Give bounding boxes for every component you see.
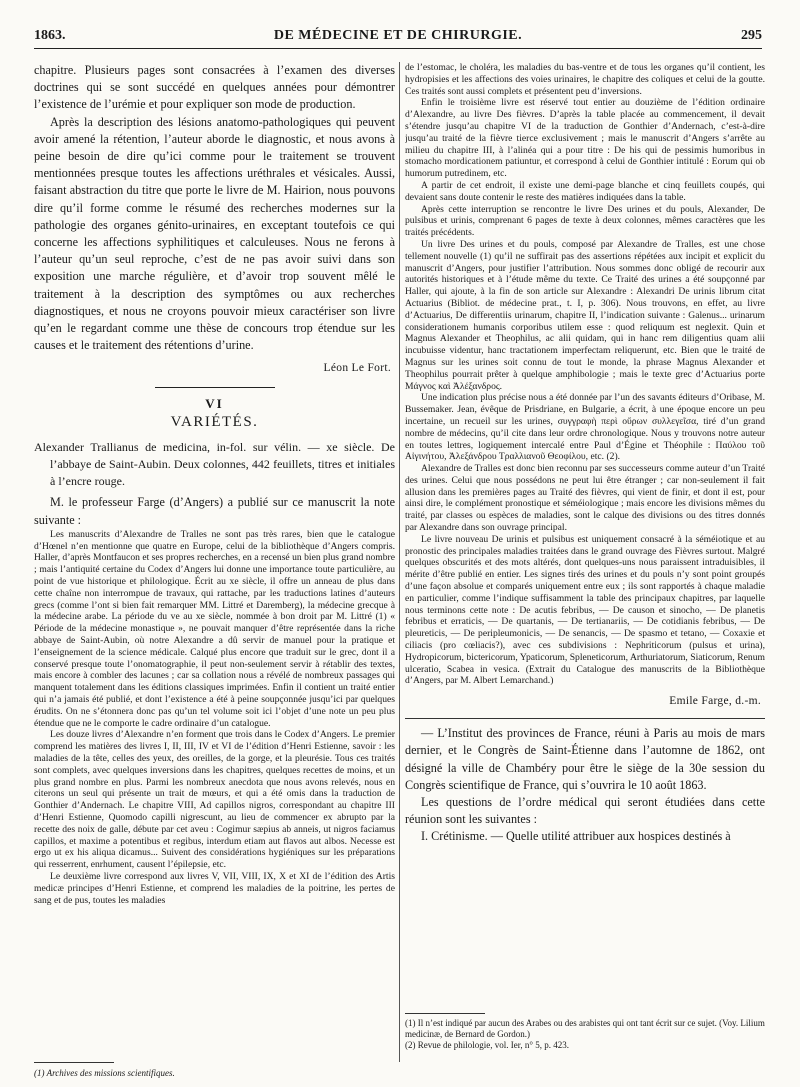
paragraph: Après cette interruption se rencontre le livre Des urines et du pouls, Alexander, De pulsibus et urinis, comprenant 6 pages de texte à deux colonnes, mêmes caractères que les traités précédents. [405,203,765,239]
catalog-entry: Alexander Trallianus de medicina, in-fol. sur vélin. — xe siècle. De l’abbaye de Saint-Aubin. Deux colonnes, 442 feuillets, titres et initiales à l’encre rouge. [34,440,395,489]
paragraph: I. Crétinisme. — Quelle utilité attribuer aux hospices destinés à [421,829,731,844]
footnotes-right [405,1018,765,1051]
paragraph: Une indication plus précise nous a été donnée par l’un des savants éditeurs d’Oribase, M. Bussemaker. Jean, évêque de Prisdriane, en Bulgarie, a écrit, à une époque encore un peu incertaine, un recueil sur les urines, συγγραφὴ περὶ οὔρων συλλεγεῖσα, tiré d’un grand nombre de médecins, qu’il cite dans leur ordre chronologique. Nous y trouvons notre auteur en toutes lettres, logiquement intercalé entre Paul d’Égine et Théophile : Παύλου τοῦ Αἰγινήτου, Ἀλεξάνδρου Τραλλιανοῦ Θεοφίλου, etc. (2). [405,392,765,463]
paragraph: Enfin le troisième livre est réservé tout entier au douzième de l’édition ordinaire d’Alexandre, au livre Des fièvres. D’après la table placée au commencement, il devait s’étendre jusqu’au chapitre VI de la traduction de Gonthier d’Andernach, c’est-à-dire jusqu’au traité de la fièvre tierce exclusivement ; mais le manuscrit d’Angers s’arrête au milieu du chapitre III, à l’alinéa qui a pour titre : De his qui de pessimis humoribus in stomacho mordicationem patiuntur, et correspond à celui de Gonthier intitulé : Eorum qui ob humorum putredinem, etc. [405,97,765,180]
footnote-rule [34,1062,114,1063]
paragraph: — L’Institut des provinces de France, réuni à Paris au mois de mars dernier, et le Congrès de Saint-Étienne dans l’automne de 1862, ont désigné la ville de Chambéry pour être le siège de la 30e session du Congrès scientifique de France, qui s’ouvrira le 10 août 1863. [405,726,765,792]
paragraph: Le deuxième livre correspond aux livres V, VII, VIII, IX, X et XI de l’édition des Artis medicæ principes d’Henri Estienne, et comprend les maladies de la poitrine, les pertes de sang et de pus, toutes les maladies [34,870,395,906]
section-divider [405,718,765,719]
footnote: (1) Archives des missions scientifiques. [34,1068,175,1078]
right-column [405,62,765,1012]
author-signature: Léon Le Fort. [323,362,391,375]
paragraph: chapitre. Plusieurs pages sont consacrées à l’examen des diverses doctrines qui se sont succédé en quelques années pour démontrer l’existence de l’urémie et pour expliquer son mode de production. [34,63,395,112]
paragraph: Le livre nouveau De urinis et pulsibus est uniquement consacré à la séméiotique et au pronostic des principales maladies traitées dans le grand ouvrage des Fièvres surtout. Malgré quelques obscurités et des mots altérés, dont quelques-uns nous paraissent intraduisibles, il mérite d’être publié en entier. Les signes tirés des urines et du pouls n’y sont point groupés d’une façon absolue et comparés uniquement entre eux ; ils sont rapportés à chaque maladie en particulier, comme l’indique suffisamment la table des principaux chapitres, par laquelle nous terminons cette note : De acutis febribus, — De causon et sinocho, — De planetis febribus et erraticis, — De quartanis, — De tertianariis, — De cotidianis febribus, — De pleureticis, — De peripleumonicis, — De senancis, — De spasmo et tetano, — Coxaxie et ciliacis (pro cœliacis?), avec ces subdivisions : Nephriticorum (pulsus et urina), Hydropicorum, bictericorum, Ypaticorum, Spleneticorum, Arthuriatorum, Siaticorum, Renum ulceratio, Scabea in vesica. (Extrait du Catalogue des manuscrits de la Bibliothèque d’Angers, par M. Albert Lemarchand.) [405,533,765,687]
section-number: VI [205,396,224,412]
paragraph: Les manuscrits d’Alexandre de Tralles ne sont pas très rares, bien que le catalogue d’Hœnel n’en mentionne que quatre en Europe, celui de la bibliothèque d’Angers compris. Haller, d’après Montfaucon et ses propres recherches, en a recensé un bien plus grand nombre ; mais l’antiquité certaine du Codex d’Angers lui donne une importance toute particulière, au point de vue historique et philologique. Écrit au xe siècle, il offre un anneau de plus dans cette chaîne non interrompue de travaux, qui rattache, par les traductions latines d’auteurs grecs (comme l’ont si bien fait remarquer MM. Littré et Daremberg), la médecine grecque à la médecine arabe. La période du ve au xe siècle, nommée à bon droit par M. Littré (1) « Période de la médecine monastique », ne pouvait manquer d’être représentée dans la riche abbaye de Saint-Aubin, où notre Alexandre a dû servir de manuel pour la pratique et l’enseignement de la science médicale. Calqué plus encore que traduit sur le grec, dont il a conservé presque toute l’onomatographie, il peut non-seulement servir à rétablir des textes, mais encore à combler des lacunes ; car sa collation nous a révélé de nombreux passages qui manquent totalement dans les éditions classiques imprimées. Enfin il contient un traité entier qui n’a jamais été publié, et dont l’existence a été à peine soupçonnée jusqu’ici par quelques érudits. On ne s’étonnera donc pas qu’un tel volume soit ici l’objet d’une note un peu plus étendue que ne le comporte le cadre ordinaire d’un catalogue. [34,528,395,729]
footnote: (1) Il n’est indiqué par aucun des Arabes ou des arabistes qui ont tant écrit sur ce sujet. (Voy. Lilium medicinæ, de Bernard de Gordon.) [405,1018,765,1039]
paragraph: de l’estomac, le choléra, les maladies du bas-ventre et de tous les organes qu’il contient, les hydropisies et les affections des voies urinaires, le chapitre des coliques et celui de la goutte. Ces traités sont aussi complets et présentent peu d’inversions. [405,62,765,97]
page-number: 295 [741,28,762,43]
footnote-rule [405,1013,485,1014]
footnote: (2) Revue de philologie, vol. Ier, n° 5, p. 423. [405,1040,569,1050]
author-signature: Emile Farge, d.-m. [669,695,761,708]
running-header [34,26,762,49]
paragraph: Un livre Des urines et du pouls, composé par Alexandre de Tralles, est une chose tellement nouvelle (1) qu’il ne suffirait pas des assertions répétées aux incipit et explicit du manuscrit d’Angers, pour justifier l’attribution. Nous sommes donc obligé de recourir aux autorités historiques et à l’étude même du texte. Ce Traité des urines a été soupçonné par Haller, qui ajoute, à la fin de son article sur Alexandre : Alexandri De urinis librum citat Actuarius (Bibliot. de médecine prat., t. I, p. 306). Nous trouvons, en effet, au livre d’Actuarius, De differentiis urinarum, chapitre II, l’indication suivante : Galenus... urinarum considerationem humanis corporibus utilem esse : quod reliquum est neglexit. Quin et Magnus Alexander et Theophilus, ac alii quidam, qui in hanc rem diligentius quam alii incubuisse videntur, hanc tractationem imperfectam reliquerunt, etc. Bien que le traité de Magnus sur les urines soit connu de tout le monde, la phrase Magnus Alexander et Theophilus pourrait prêter à quelque amphibologie ; mais le texte grec d’Actuarius porte Μάγνος καὶ Ἀλέξανδρος. [405,238,765,392]
column-divider [399,62,400,1062]
section-title: VARIÉTÉS. [170,414,259,431]
section-divider [155,387,275,388]
paragraph: Les douze livres d’Alexandre n’en forment que trois dans le Codex d’Angers. Le premier comprend les matières des livres I, II, III, IV et VI de l’édition d’Henri Estienne, savoir : les maladies de la tête, celles des yeux, des oreilles, de la gorge, et la pleurésie. Tous ces traités sont complets, avec quelques inversions dans les chapitres, quelques recettes de moins, et un plus grand nombre en plus. Parmi les nombreux anecdota que nous avons relevés, nous en citerons un seul qui présente un trait de mœurs, et qui a été omis dans la traduction de Gonthier d’Andernach. Le chapitre VIII, Ad capillos nigros, correspondant au chapitre III d’Henri Estienne, Quomodo capilli nigrescunt, au lieu de commencer ex abrupto par la recette des noix de galle, débute par cet aveu : Cogimur sæpius ab anneis, ut nigros faciamus capillos, et maxime a potentibus et regibus, interdum etiam aut flavos aut albos. Necesse est ergo ut ex his aliqua dicamus... Suivent des considérations hygiéniques sur les préparations qui resserrent, enrhument, causent l’épilepsie, etc. [34,729,395,871]
paragraph: M. le professeur Farge (d’Angers) a publié sur ce manuscrit la note suivante : [34,495,395,527]
paragraph: Alexandre de Tralles est donc bien reconnu par ses successeurs comme auteur d’un Traité des urines. Celui que nous possédons ne peut lui être étranger ; car non-seulement il fait allusion dans les premières pages au Traité des fièvres, qui vient de finir, et dont il est, pour ainsi dire, le complément pronostique et séméiologique ; mais encore les divisions mêmes du traité, par classes ou espèces de maladies, sont le calque des divisions ou des titres donnés par Alexandre dans son ouvrage principal. [405,463,765,534]
paragraph: Les questions de l’ordre médical qui seront étudiées dans cette réunion sont les suivantes : [405,795,765,827]
paragraph: Après la description des lésions anatomo-pathologiques qui peuvent avoir amené la rétention, l’auteur aborde le diagnostic, et nous avons à peine besoin de dire qu’ici comme pour le traitement se trouvent mentionnées presque toutes les affections uréthrales et vésicales. Aussi, faisant abstraction du titre que porte le livre de M. Hairion, nous pouvons dire qu’il forme comme le résumé des recherches modernes sur la pathologie des organes génito-urinaires, en exceptant toutefois ce qui concerne les affections syphilitiques et calculeuses. Nous ne ferons à l’auteur qu’un seul reproche, c’est de ne pas avoir suivi dans son exposition une marche régulière, et d’avoir trop souvent mêlé le traitement à la description des symptômes ou aux recherches diagnostiques, et nous ne croyons pouvoir mieux caractériser son livre qu’en le regardant comme une thèse de concours trop étendue sur les causes et le traitement des rétentions d’urine. [34,114,395,353]
paragraph: A partir de cet endroit, il existe une demi-page blanche et cinq feuillets coupés, qui devaient sans doute contenir le reste des matières indiquées dans la table. [405,179,765,203]
header-year: 1863. [34,28,66,43]
left-column [34,62,395,1062]
header-title: DE MÉDECINE ET DE CHIRURGIE. [273,28,523,43]
